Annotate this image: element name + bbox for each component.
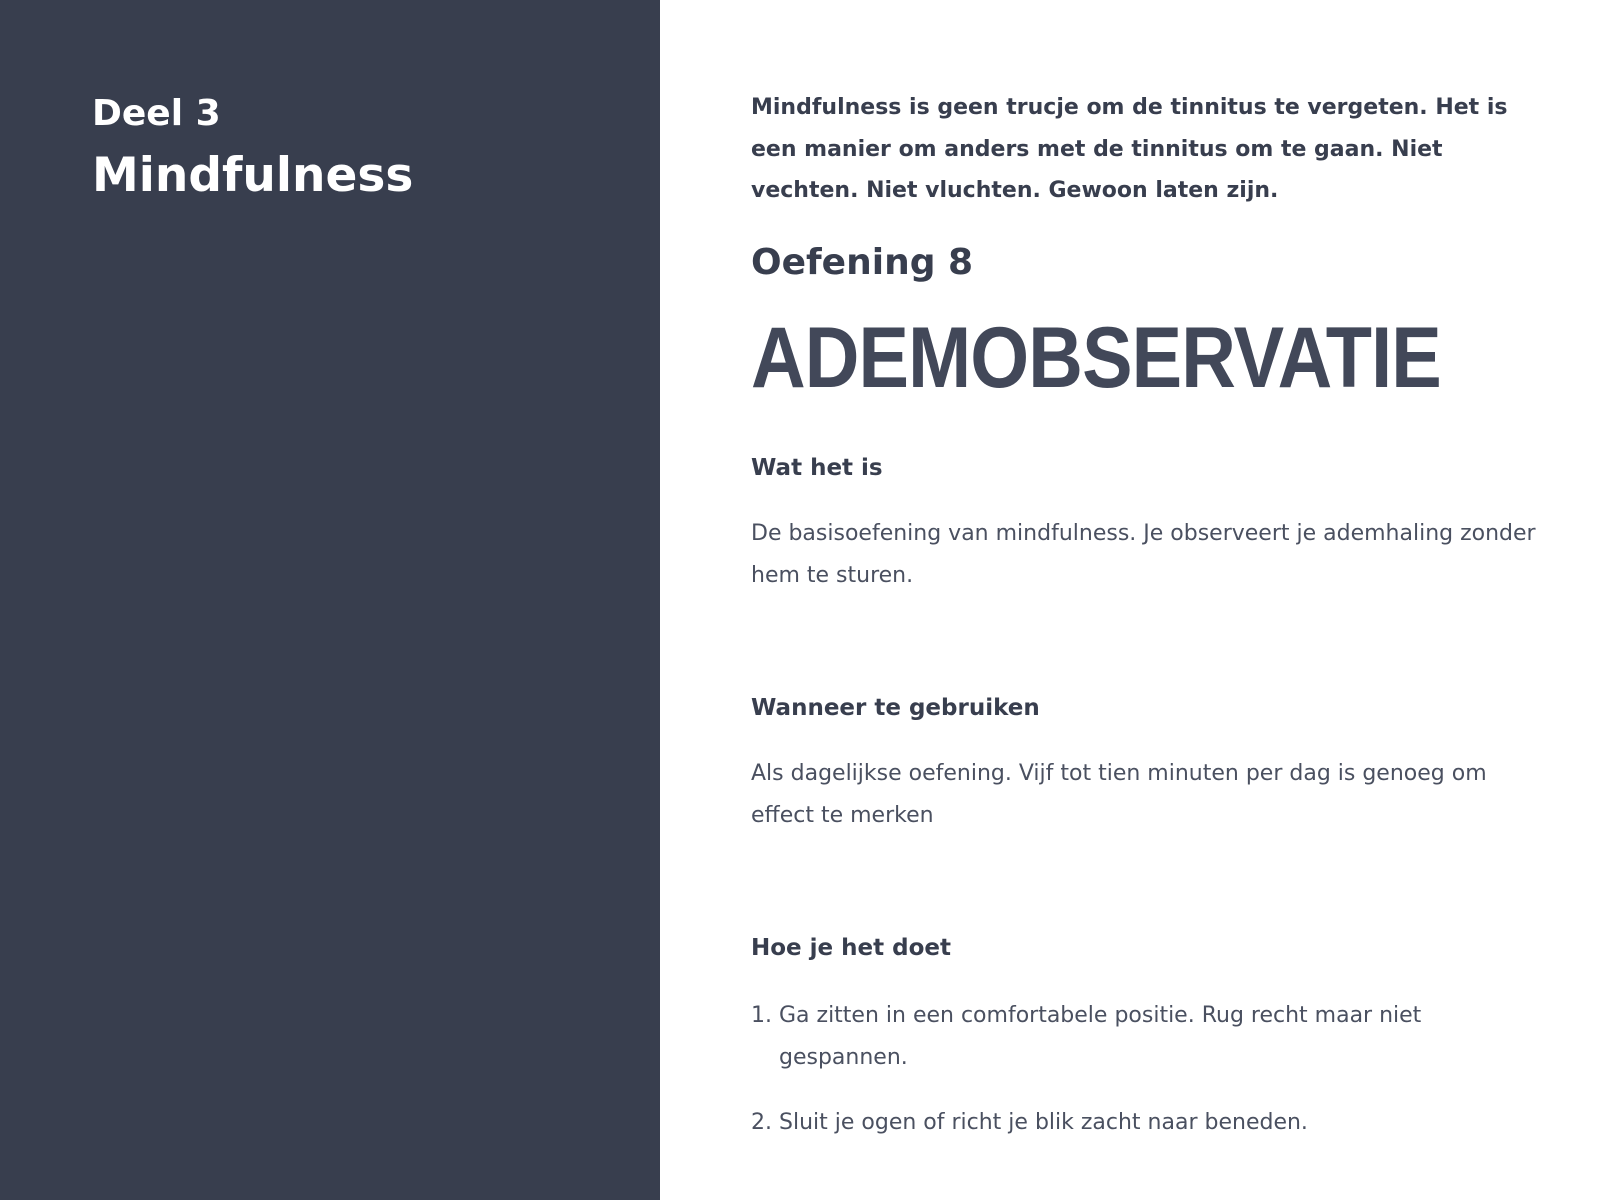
- list-item: [751, 995, 1481, 1078]
- sidebar: [0, 0, 660, 1200]
- section-body-wanneer: Als dagelijkse oefening. Vijf tot tien minuten per dag is genoeg om effect te merken: [751, 761, 1487, 828]
- section-heading-wanneer: Wanneer te gebruiken: [751, 695, 1040, 721]
- section-heading-wat-het-is: Wat het is: [751, 455, 883, 481]
- section-heading-hoe: Hoe je het doet: [751, 935, 951, 961]
- step-number: 2.: [751, 1110, 772, 1135]
- part-label: Deel 3: [92, 93, 221, 134]
- section-body-wat-het-is: De basisoefening van mindfulness. Je observeert je ademhaling zonder hem te sturen.: [751, 521, 1536, 588]
- list-item: [751, 1102, 1481, 1144]
- part-title: Mindfulness: [92, 148, 414, 203]
- intro-text: Mindfulness is geen trucje om de tinnitus te vergeten. Het is een manier om anders met de tinnitus om te gaan. Niet vechten. Niet vluchten. Gewoon laten zijn.: [751, 95, 1508, 203]
- step-text: Sluit je ogen of richt je blik zacht naar beneden.: [779, 1110, 1308, 1135]
- exercise-title: ADEMOBSERVATIE: [751, 310, 1441, 406]
- step-text: Ga zitten in een comfortabele positie. Rug recht maar niet gespannen.: [779, 1003, 1422, 1070]
- steps-list: [751, 995, 1481, 1168]
- exercise-number: Oefening 8: [751, 242, 974, 283]
- step-number: 1.: [751, 1003, 772, 1028]
